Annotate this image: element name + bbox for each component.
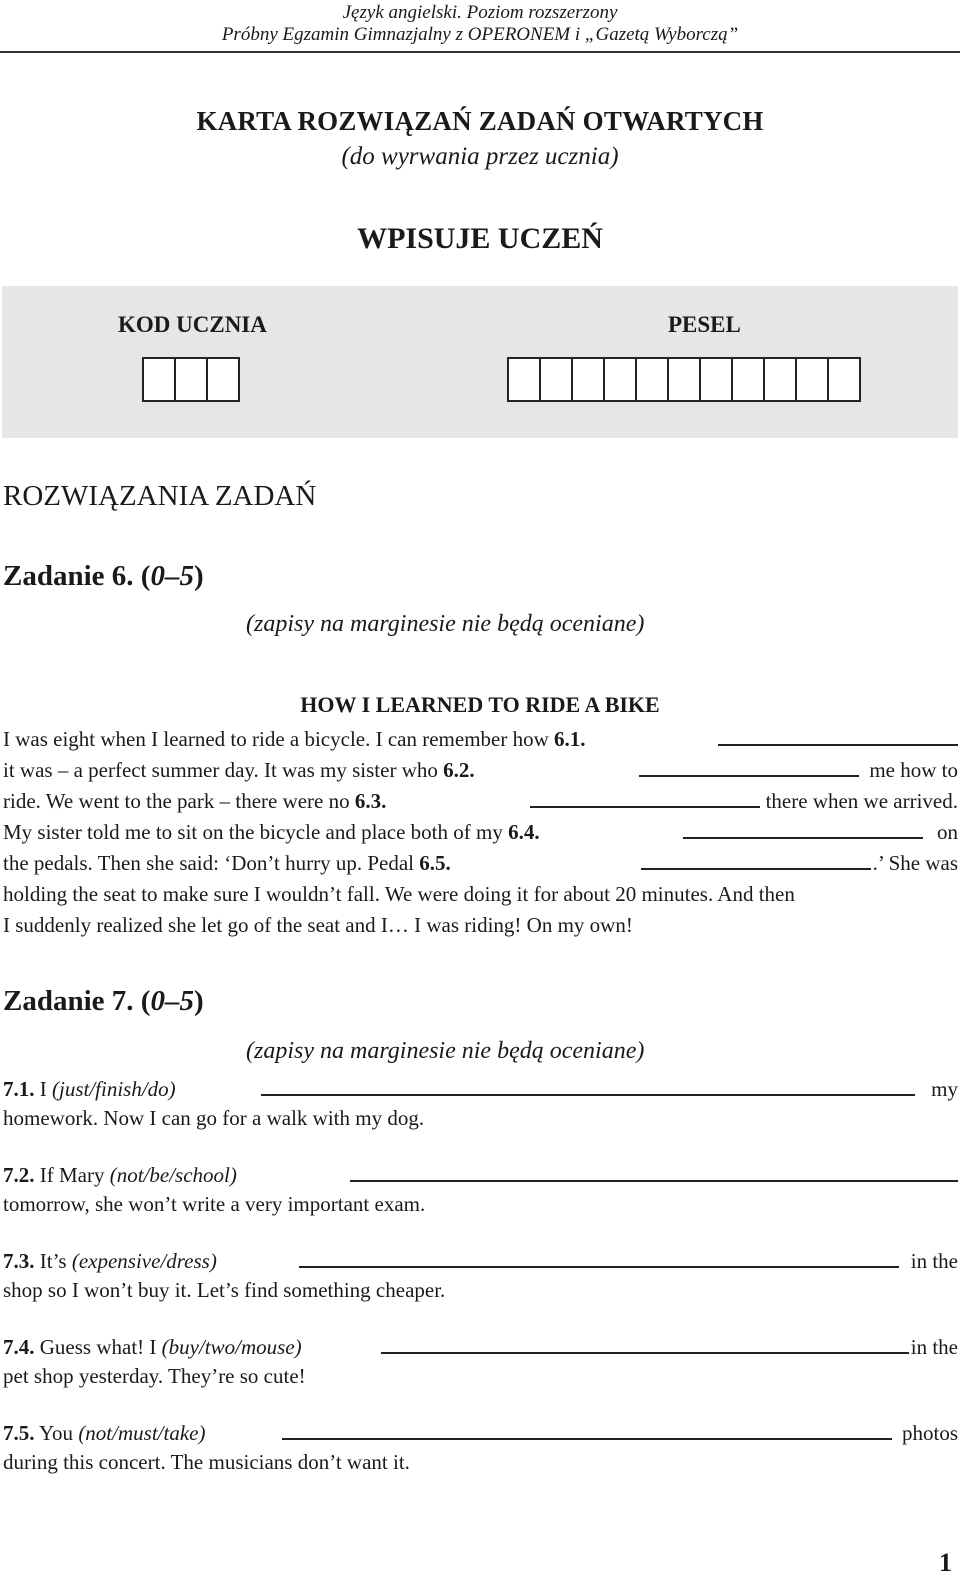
item-post: my xyxy=(931,1077,958,1101)
gap-number: 6.3. xyxy=(354,789,387,813)
task6-heading xyxy=(3,560,204,593)
pesel-cell[interactable] xyxy=(731,357,765,402)
story-text xyxy=(3,786,386,817)
story-line-4 xyxy=(3,817,958,848)
kod-cell[interactable] xyxy=(206,357,240,402)
card-title: KARTA ROZWIĄZAŃ ZADAŃ OTWARTYCH xyxy=(196,106,764,136)
story-text-part: My sister told me to sit on the bicycle and place both of my xyxy=(3,820,503,844)
pesel-label: PESEL xyxy=(668,312,741,337)
item-prompt xyxy=(3,1160,237,1191)
kod-cell[interactable] xyxy=(142,357,176,402)
item-number: 7.4. xyxy=(3,1335,35,1359)
task6-note: (zapisy na marginesie nie będą oceniane) xyxy=(246,611,645,637)
gap-6-3-input[interactable] xyxy=(530,786,760,808)
gap-wrap xyxy=(299,1246,958,1277)
task7-note: (zapisy na marginesie nie będą oceniane) xyxy=(246,1038,645,1064)
pesel-cell[interactable] xyxy=(795,357,829,402)
fill-title: WPISUJE UCZEŃ xyxy=(357,222,603,255)
gap-7-3-input[interactable] xyxy=(299,1246,899,1268)
header-exam-title: Próbny Egzamin Gimnazjalny z OPERONEM i „Gazetą Wyborczą” xyxy=(221,24,739,45)
task7-item-3 xyxy=(3,1246,958,1277)
task7-points: 0–5 xyxy=(150,985,194,1017)
gap-wrap xyxy=(641,848,958,879)
task7-heading xyxy=(3,985,204,1018)
item-pre: Guess what! I xyxy=(39,1335,157,1359)
item-pre: You xyxy=(38,1421,74,1445)
pesel-cell[interactable] xyxy=(571,357,605,402)
gap-6-1-input[interactable] xyxy=(718,724,958,746)
pesel-cell[interactable] xyxy=(699,357,733,402)
item-continuation: shop so I won’t buy it. Let’s find something cheaper. xyxy=(3,1278,446,1302)
gap-wrap xyxy=(261,1074,958,1105)
item-prompt xyxy=(3,1332,302,1363)
story-text-part: ride. We went to the park – there were no xyxy=(3,789,350,813)
task7-item-3-cont xyxy=(3,1275,958,1306)
story-text-part: I suddenly realized she let go of the seat and I… I was riding! On my own! xyxy=(3,913,633,937)
story-text-part: the pedals. Then she said: ‘Don’t hurry up. Pedal xyxy=(3,851,414,875)
item-hint: (expensive/dress) xyxy=(71,1249,217,1273)
story-line-6 xyxy=(3,879,958,910)
gap-wrap xyxy=(639,755,958,786)
item-number: 7.1. xyxy=(3,1077,35,1101)
task7-item-5-cont xyxy=(3,1447,958,1478)
story-text xyxy=(3,724,586,755)
gap-7-2-input[interactable] xyxy=(350,1160,958,1182)
story-text-part: it was – a perfect summer day. It was my sister who xyxy=(3,758,438,782)
kod-ucznia-cells[interactable] xyxy=(142,357,240,402)
pesel-cells[interactable] xyxy=(507,357,861,402)
item-prompt xyxy=(3,1074,176,1105)
task7-item-1-cont xyxy=(3,1103,958,1134)
item-number: 7.3. xyxy=(3,1249,35,1273)
item-continuation: homework. Now I can go for a walk with my dog. xyxy=(3,1106,425,1130)
story-line-5 xyxy=(3,848,958,879)
item-prompt xyxy=(3,1418,205,1449)
item-continuation: pet shop yesterday. They’re so cute! xyxy=(3,1364,306,1388)
item-hint: (not/must/take) xyxy=(78,1421,206,1445)
task6-points: 0–5 xyxy=(150,560,194,592)
story-text-part: me how to xyxy=(869,758,958,782)
item-pre: If Mary xyxy=(39,1163,105,1187)
pesel-cell[interactable] xyxy=(763,357,797,402)
task6-heading-close: ) xyxy=(193,560,204,592)
story-text xyxy=(3,755,475,786)
story-line-3 xyxy=(3,786,958,817)
item-number: 7.2. xyxy=(3,1163,35,1187)
gap-number: 6.1. xyxy=(554,727,586,751)
header-subject: Język angielski. Poziom rozszerzony xyxy=(342,2,618,23)
story-line-2 xyxy=(3,755,958,786)
gap-number: 6.5. xyxy=(419,851,451,875)
pesel-cell[interactable] xyxy=(539,357,573,402)
gap-7-4-input[interactable] xyxy=(381,1332,909,1354)
gap-number: 6.2. xyxy=(443,758,475,782)
pesel-cell[interactable] xyxy=(603,357,637,402)
item-post: in the xyxy=(910,1249,958,1273)
gap-6-4-input[interactable] xyxy=(683,817,923,839)
pesel-cell[interactable] xyxy=(827,357,861,402)
item-post: photos xyxy=(901,1421,958,1445)
story-text-part: holding the seat to make sure I wouldn’t fall. We were doing it for about 20 minutes. And then xyxy=(3,882,795,906)
gap-wrap xyxy=(381,1332,958,1363)
pesel-cell[interactable] xyxy=(635,357,669,402)
item-hint: (not/be/school) xyxy=(109,1163,237,1187)
gap-wrap xyxy=(282,1418,958,1449)
item-number: 7.5. xyxy=(3,1421,35,1445)
task7-heading-close: ) xyxy=(193,985,204,1017)
story-text-part: .’ She was xyxy=(872,851,958,875)
item-post: in the xyxy=(910,1335,958,1359)
card-subtitle: (do wyrwania przez ucznia) xyxy=(341,143,619,170)
item-continuation: during this concert. The musicians don’t want it. xyxy=(3,1450,410,1474)
gap-number: 6.4. xyxy=(508,820,540,844)
item-pre: I xyxy=(39,1077,47,1101)
task6-heading-text: Zadanie 6. ( xyxy=(3,560,151,592)
gap-7-5-input[interactable] xyxy=(282,1418,892,1440)
story-text xyxy=(3,848,451,879)
item-prompt xyxy=(3,1246,217,1277)
task7-item-5 xyxy=(3,1418,958,1449)
header-divider xyxy=(0,51,960,53)
task7-item-1 xyxy=(3,1074,958,1105)
story-text-part: there when we arrived. xyxy=(765,789,958,813)
kod-cell[interactable] xyxy=(174,357,208,402)
gap-wrap xyxy=(683,817,958,848)
solutions-heading: ROZWIĄZANIA ZADAŃ xyxy=(3,480,317,512)
kod-ucznia-label: KOD UCZNIA xyxy=(118,312,267,337)
gap-7-1-input[interactable] xyxy=(261,1074,915,1096)
pesel-cell[interactable] xyxy=(667,357,701,402)
task7-item-4-cont xyxy=(3,1361,958,1392)
story-line-7 xyxy=(3,910,958,941)
item-continuation: tomorrow, she won’t write a very important exam. xyxy=(3,1192,426,1216)
pesel-cell[interactable] xyxy=(507,357,541,402)
gap-wrap xyxy=(530,786,958,817)
story-text-part: on xyxy=(937,820,958,844)
item-hint: (buy/two/mouse) xyxy=(161,1335,302,1359)
page-number: 1 xyxy=(939,1548,952,1577)
task7-item-2-cont xyxy=(3,1189,958,1220)
task7-item-2 xyxy=(3,1160,958,1191)
story-text-part: I was eight when I learned to ride a bicycle. I can remember how xyxy=(3,727,549,751)
gap-6-2-input[interactable] xyxy=(639,755,859,777)
item-hint: (just/finish/do) xyxy=(52,1077,176,1101)
item-pre: It’s xyxy=(39,1249,67,1273)
story-line-1 xyxy=(3,724,958,755)
story-title: HOW I LEARNED TO RIDE A BIKE xyxy=(300,692,660,717)
task7-item-4 xyxy=(3,1332,958,1363)
story-text xyxy=(3,817,540,848)
gap-6-5-input[interactable] xyxy=(641,848,871,870)
task7-heading-text: Zadanie 7. ( xyxy=(3,985,151,1017)
